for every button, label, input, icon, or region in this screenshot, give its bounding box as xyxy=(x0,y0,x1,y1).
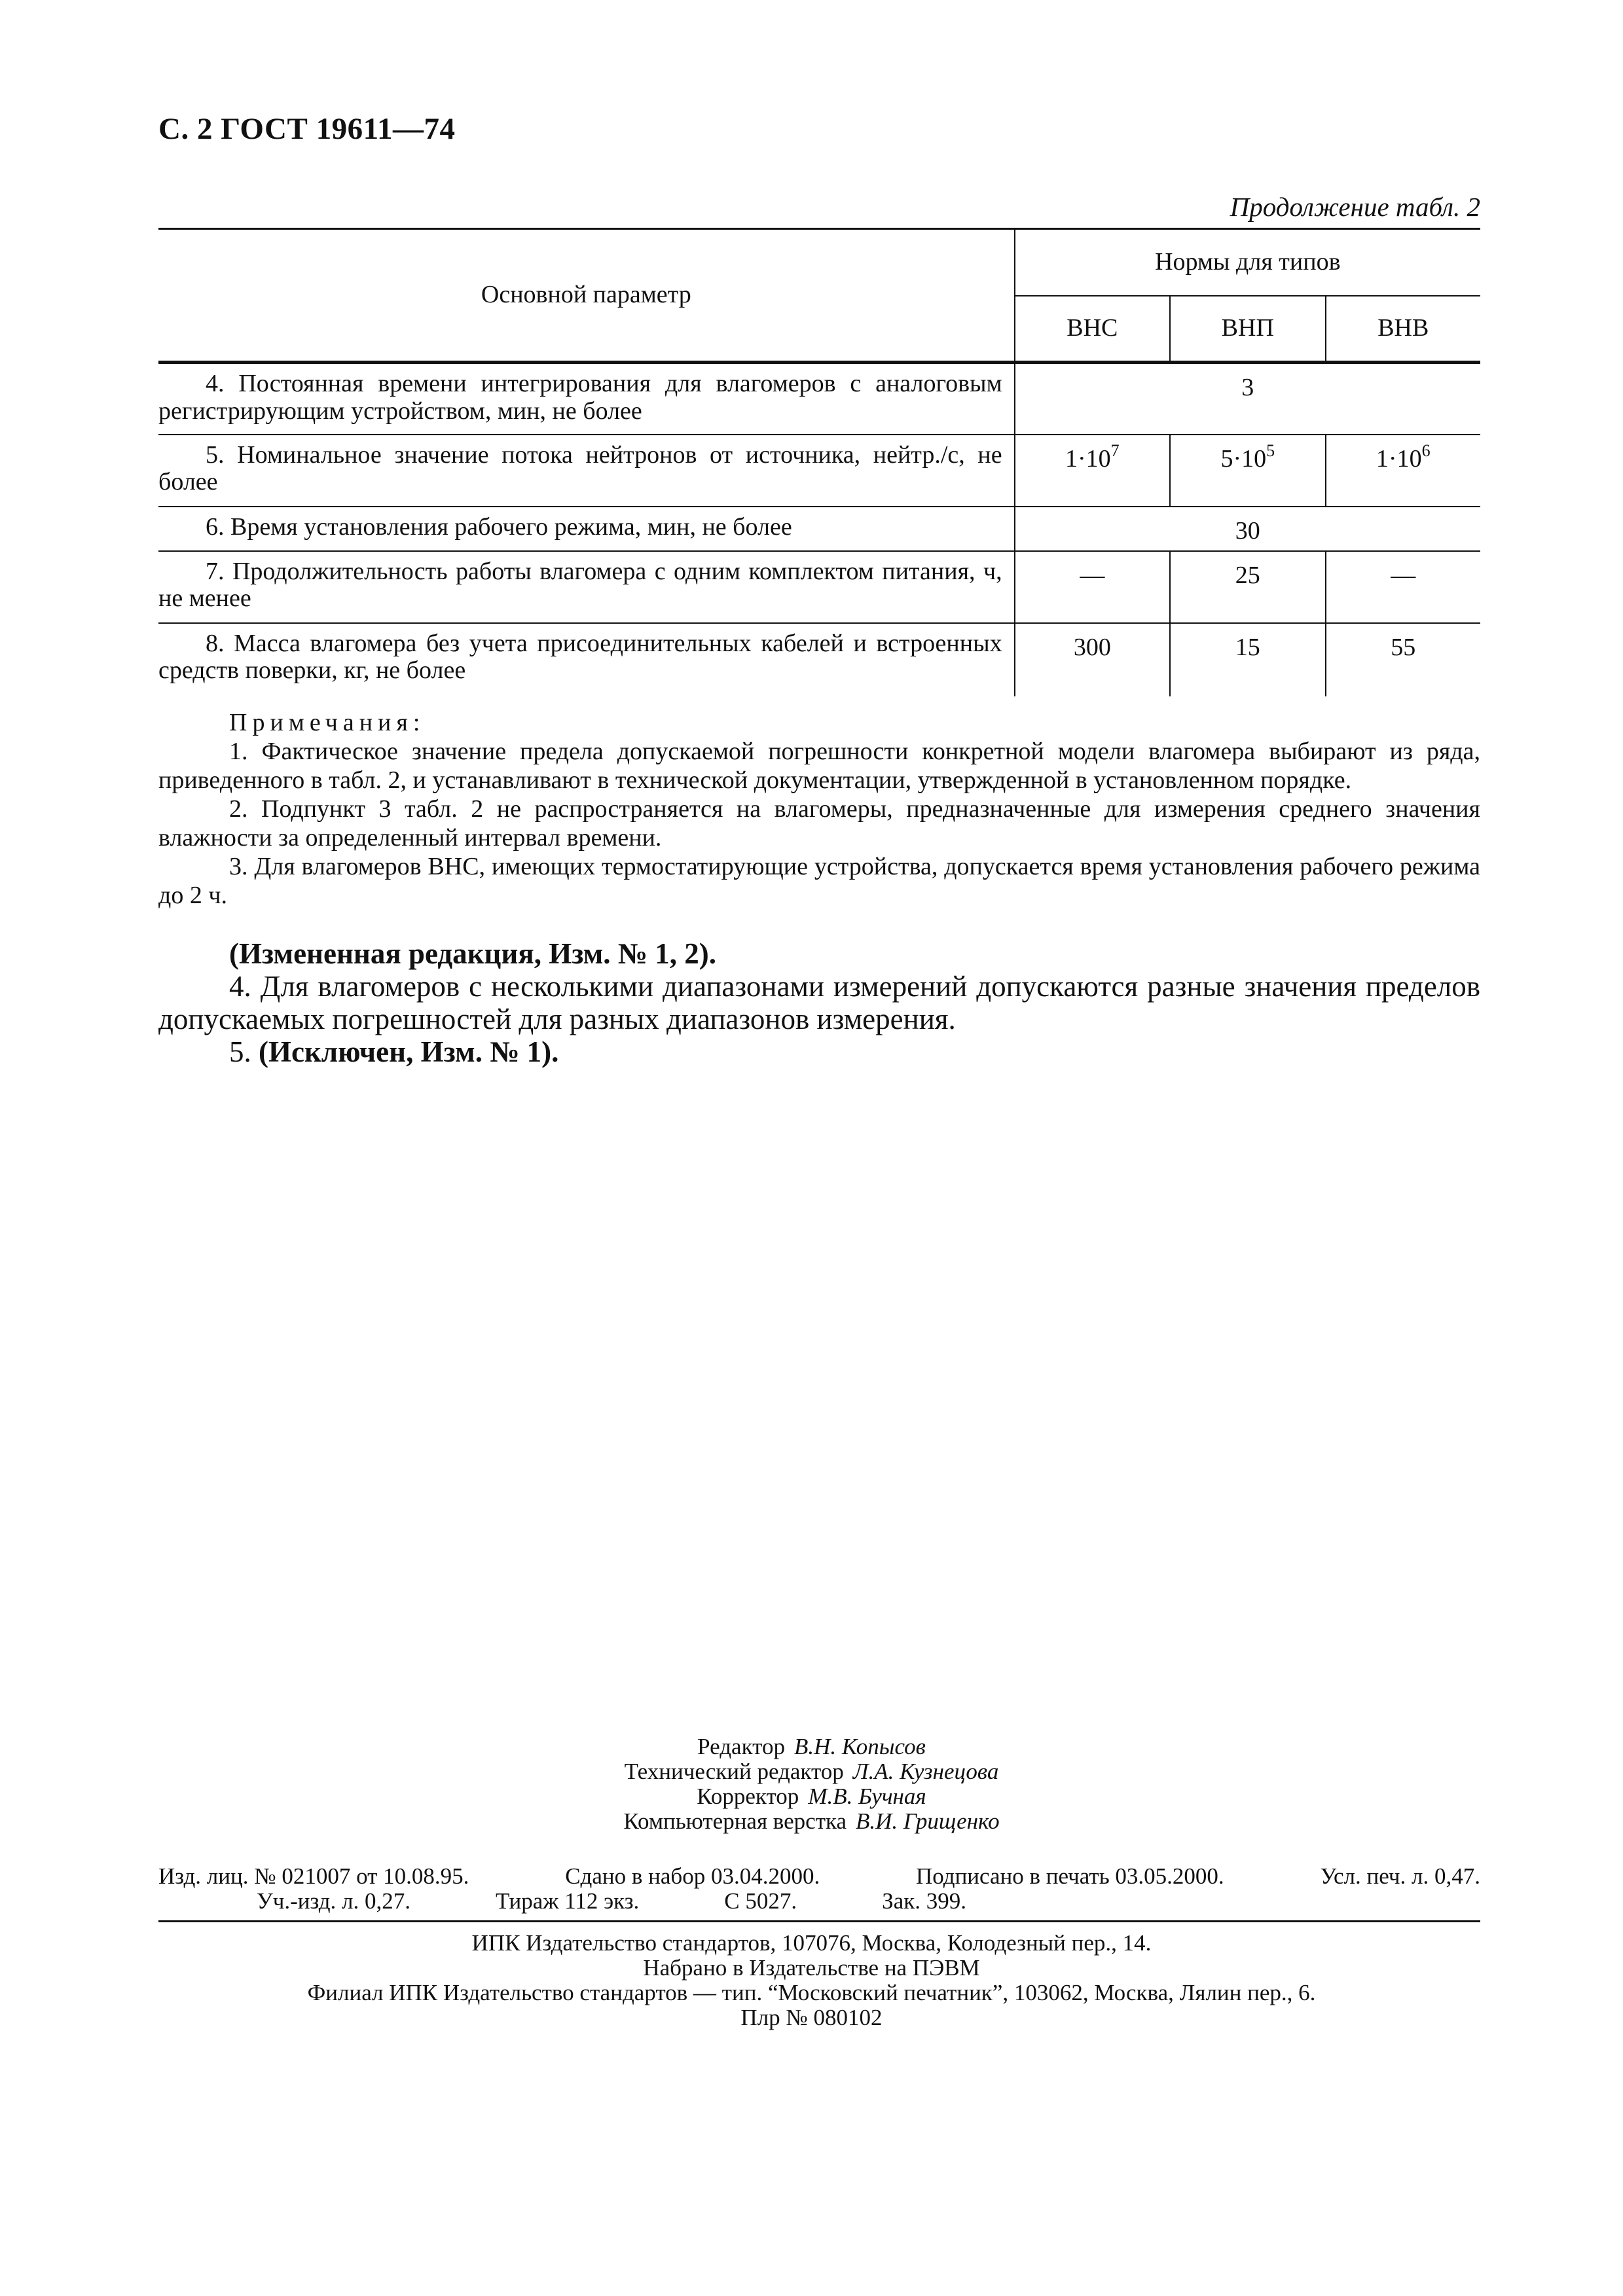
norms-table xyxy=(158,228,1480,696)
main-text xyxy=(158,937,1480,1068)
credit-layout: Компьютерная верстка В.И. Грищенко xyxy=(623,1808,1000,1834)
credits-block xyxy=(0,1734,1623,1834)
value-vnp: $5\cdot 10^5$ xyxy=(1170,435,1325,507)
value-common: 30 xyxy=(1015,507,1480,551)
value-vnv: 55 xyxy=(1326,623,1480,696)
value-vns: — xyxy=(1015,551,1170,623)
note-item: 2. Подпункт 3 табл. 2 не распространяется на влагомеры, предназначенные для измерения среднего значения влажности за определенный интервал времени. xyxy=(158,795,1480,852)
credit-proofreader: Корректор М.В. Бучная xyxy=(697,1784,926,1809)
pub-sheets: Уч.-изд. л. 0,27. xyxy=(257,1888,410,1914)
header-type-vnp: ВНП xyxy=(1170,296,1325,363)
table-row xyxy=(158,623,1480,696)
divider xyxy=(158,1920,1480,1922)
signed-date: Подписано в печать 03.05.2000. xyxy=(916,1863,1224,1889)
notes-title: Примечания: xyxy=(229,709,426,736)
license: Изд. лиц. № 021007 от 10.08.95. xyxy=(158,1863,469,1889)
amendment-note: (Измененная редакция, Изм. № 1, 2). xyxy=(229,937,717,970)
value-vnv: $1\cdot 10^6$ xyxy=(1326,435,1480,507)
submitted-date: Сдано в набор 03.04.2000. xyxy=(565,1863,820,1889)
header-norms-for-types: Нормы для типов xyxy=(1015,229,1480,296)
header-main-parameter: Основной параметр xyxy=(158,229,1015,363)
page-header: С. 2 ГОСТ 19611—74 xyxy=(158,112,456,146)
param-cell: 8. Масса влагомера без учета присоединительных кабелей и встроенных средств поверки, кг, не более xyxy=(158,623,1015,696)
publisher-line: Набрано в Издательстве на ПЭВМ xyxy=(643,1955,980,1981)
note-item: 1. Фактическое значение предела допускаемой погрешности конкретной модели влагомера выбирают из ряда, приведенного в табл. 2, и устанавливают в технической документации, утвержденной в установленном порядке. xyxy=(158,738,1480,794)
value-vnp: 25 xyxy=(1170,551,1325,623)
publisher-line: Плр № 080102 xyxy=(740,2005,883,2030)
table-row xyxy=(158,551,1480,623)
value-vns: $1\cdot 10^7$ xyxy=(1015,435,1170,507)
publisher-line: ИПК Издательство стандартов, 107076, Москва, Колодезный пер., 14. xyxy=(471,1930,1152,1956)
param-cell: 7. Продолжительность работы влагомера с одним комплектом питания, ч, не менее xyxy=(158,551,1015,623)
table-row xyxy=(158,507,1480,551)
param-cell: 5. Номинальное значение потока нейтронов от источника, нейтр./с, не более xyxy=(158,435,1015,507)
paragraph-5: 5. (Исключен, Изм. № 1). xyxy=(229,1035,559,1068)
value-vns: 300 xyxy=(1073,633,1111,661)
publisher-line: Филиал ИПК Издательство стандартов — тип. “Московский печатник”, 103062, Москва, Лялин пер., 6. xyxy=(307,1980,1316,2005)
param-cell: 6. Время установления рабочего режима, мин, не более xyxy=(158,507,1015,551)
publisher-block xyxy=(0,1931,1623,2030)
paragraph-4: 4. Для влагомеров с несколькими диапазонами измерений допускаются разные значения пределов допускаемых погрешностей для разных диапазонов измерения. xyxy=(158,970,1480,1035)
param-cell: 4. Постоянная времени интегрирования для влагомеров с аналоговым регистрирующим устройством, мин, не более xyxy=(158,363,1015,435)
print-sheets: Усл. печ. л. 0,47. xyxy=(1320,1863,1480,1889)
c-code: С 5027. xyxy=(724,1888,797,1914)
value-vnv: — xyxy=(1326,551,1480,623)
table-caption: Продолжение табл. 2 xyxy=(1230,192,1480,222)
value-common: 3 xyxy=(1015,363,1480,435)
table-row xyxy=(158,363,1480,435)
credit-editor: Редактор В.Н. Копысов xyxy=(697,1734,926,1759)
print-run: Тираж 112 экз. xyxy=(496,1888,640,1914)
header-type-vns: ВНС xyxy=(1015,296,1170,363)
credit-tech-editor: Технический редактор Л.А. Кузнецова xyxy=(624,1759,999,1784)
table-row xyxy=(158,435,1480,507)
order-number: Зак. 399. xyxy=(882,1888,966,1914)
header-type-vnv: ВНВ xyxy=(1326,296,1480,363)
note-item: 3. Для влагомеров ВНС, имеющих термостатирующие устройства, допускается время установления рабочего режима до 2 ч. xyxy=(158,853,1480,909)
value-vnp: 15 xyxy=(1170,623,1325,696)
imprint-block xyxy=(158,1864,1480,1914)
notes-section xyxy=(158,708,1480,910)
